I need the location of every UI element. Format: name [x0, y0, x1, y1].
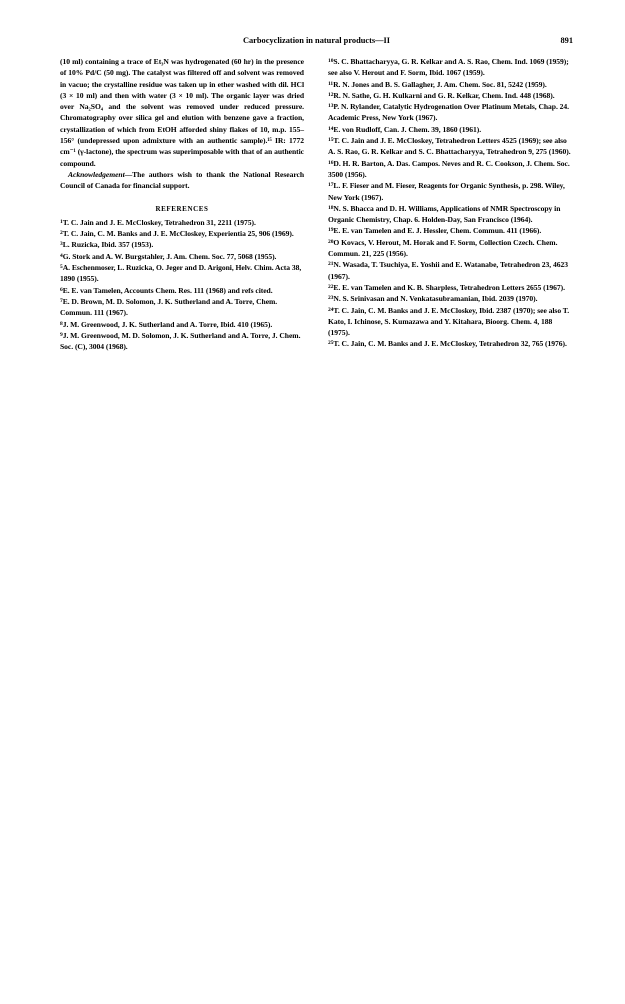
reference-number: 6 — [60, 286, 63, 293]
reference-number: 10 — [328, 58, 334, 64]
reference-text: N. Wasada, T. Tsuchiya, E. Yoshii and E. Watanabe, Tetrahedron 23, 4623 (1967). — [328, 260, 568, 281]
reference-item — [60, 217, 304, 228]
reference-item — [328, 180, 572, 203]
left-column — [60, 56, 304, 352]
acknowledgement-label: Acknowledgement — [68, 169, 125, 179]
running-head-title: Carbocyclization in natural products—II — [242, 36, 391, 45]
references-heading: REFERENCES — [155, 204, 209, 213]
reference-number: 3 — [60, 241, 63, 248]
reference-text: J. M. Greenwood, M. D. Solomon, J. K. Sutherland and A. Torre, J. Chem. Soc. (C), 3004 (1968). — [60, 330, 301, 352]
reference-number: 21 — [328, 261, 334, 268]
reference-item — [328, 305, 572, 339]
reference-number: 9 — [60, 331, 63, 338]
reference-number: 18 — [328, 204, 334, 211]
reference-number: 1 — [60, 218, 63, 225]
reference-text: G. Stork and A. W. Burgstahler, J. Am. Chem. Soc. 77, 5068 (1955). — [62, 251, 277, 261]
reference-item — [328, 293, 572, 304]
reference-item — [328, 259, 572, 282]
reference-number: 15 — [328, 137, 334, 144]
reference-item — [60, 228, 304, 239]
reference-number: 25 — [328, 340, 334, 347]
references-list-right — [328, 56, 572, 350]
reference-text: E. E. van Tamelen, Accounts Chem. Res. 111 (1968) and refs cited. — [62, 285, 273, 295]
reference-number: 8 — [60, 320, 63, 327]
reference-number: 14 — [328, 125, 334, 132]
reference-text: R. N. Jones and B. S. Gallagher, J. Am. Chem. Soc. 81, 5242 (1959). — [333, 79, 547, 89]
reference-item — [328, 237, 572, 260]
reference-text: E. E. van Tamelen and E. J. Hessler, Chem. Commun. 411 (1966). — [333, 226, 542, 236]
reference-text: L. F. Fieser and M. Fieser, Reagents for Organic Synthesis, p. 298. Wiley, New York (1967). — [328, 181, 565, 202]
reference-number: 19 — [328, 227, 334, 234]
reference-item — [60, 330, 304, 353]
reference-item — [60, 319, 304, 330]
reference-text: N. S. Srinivasan and N. Venkatasubramanian, Ibid. 2039 (1970). — [333, 294, 538, 304]
right-column — [328, 56, 572, 350]
reference-text: T. C. Jain and J. E. McCloskey, Tetrahedron Letters 4525 (1969); see also A. S. Rao, G. R. Kelkar and S. C. Bhattacharyya, Tetrahedron 9, 275 (1960). — [328, 136, 571, 157]
reference-text: P. N. Rylander, Catalytic Hydrogenation Over Platinum Metals, Chap. 24. Academic Press, New York (1967). — [328, 102, 570, 123]
reference-number: 11 — [328, 80, 334, 87]
reference-item — [328, 338, 572, 349]
reference-number: 13 — [328, 103, 334, 110]
reference-text: A. Eschenmoser, L. Ruzicka, O. Jeger and D. Arigoni, Helv. Chim. Acta 38, 1890 (1955). — [60, 263, 302, 284]
reference-text: T. C. Jain, C. M. Banks and J. E. McCloskey, Experientia 25, 906 (1969). — [62, 229, 294, 239]
reference-item — [328, 101, 572, 124]
reference-text: R. N. Sathe, G. H. Kulkarni and G. R. Kelkar, Chem. Ind. 448 (1968). — [333, 90, 555, 100]
running-head — [60, 36, 573, 50]
reference-item — [328, 124, 572, 135]
reference-item — [328, 79, 572, 90]
reference-item — [328, 282, 572, 293]
reference-text: E. E. van Tamelen and K. B. Sharpless, Tetrahedron Letters 2655 (1967). — [333, 282, 565, 292]
reference-item — [328, 90, 572, 101]
reference-item — [328, 203, 572, 226]
reference-text: T. C. Jain, C. M. Banks and J. E. McCloskey, Tetrahedron 32, 765 (1976). — [333, 339, 567, 349]
reference-item — [328, 225, 572, 236]
page-number: 891 — [560, 36, 573, 45]
reference-text: N. S. Bhacca and D. H. Williams, Applications of NMR Spectroscopy in Organic Chemistry, Chap. 6. Holden-Day, San Francisco (1964). — [328, 203, 561, 225]
reference-item — [328, 158, 572, 181]
reference-item — [328, 135, 572, 158]
reference-number: 23 — [328, 295, 334, 302]
reference-number: 5 — [60, 264, 63, 271]
experimental-paragraph: (10 ml) containing a trace of Et₃N was hydrogenated (60 hr) in the presence of 10% Pd/C (50 mg). The catalyst was filtered off and solvent was removed in vacuo; the crystalline residue was taken up in ether washed with dil. HCl (3 × 10 ml) and then with water (3 × 10 ml). The organic layer was dried over Na₂SO₄ and the solvent was removed under reduced pressure. Chromatography over silica gel and elution with benzene gave a fraction, crystallization of which from EtOH afforded shiny flakes of 10, m.p. 155–156° (undepressed upon admixture with an authentic sample).¹⁵ IR: 1772 cm⁻¹ (γ-lactone), the spectrum was superimposable with that of an authentic compound. — [60, 57, 304, 168]
reference-text: S. C. Bhattacharyya, G. R. Kelkar and A. S. Rao, Chem. Ind. 1069 (1959); see also V. Herout and F. Sorm, Ibid. 1067 (1959). — [328, 57, 569, 78]
reference-text: O Kovacs, V. Herout, M. Horak and F. Sorm, Collection Czech. Chem. Commun. 21, 225 (1956). — [328, 237, 558, 259]
reference-text: T. C. Jain, C. M. Banks and J. E. McCloskey, Ibid. 2387 (1970); see also T. Kato, I. Ichinose, S. Kumazawa and Y. Kitahara, Bioorg. Chem. 4, 188 (1975). — [328, 305, 570, 338]
reference-item — [60, 285, 304, 296]
reference-number: 17 — [328, 182, 334, 189]
reference-text: D. H. R. Barton, A. Das. Campos. Neves and R. C. Cookson, J. Chem. Soc. 3500 (1956). — [328, 158, 570, 179]
reference-number: 24 — [328, 306, 334, 313]
reference-text: L. Ruzicka, Ibid. 357 (1953). — [62, 240, 154, 250]
reference-number: 4 — [60, 252, 63, 259]
reference-item — [60, 262, 304, 285]
reference-number: 22 — [328, 283, 334, 290]
reference-item — [60, 296, 304, 319]
reference-item — [328, 56, 572, 79]
reference-number: 7 — [60, 297, 63, 304]
reference-number: 20 — [328, 238, 334, 245]
reference-text: T. C. Jain and J. E. McCloskey, Tetrahedron 31, 2211 (1975). — [62, 217, 256, 227]
reference-number: 12 — [328, 91, 334, 98]
reference-text: E. von Rudloff, Can. J. Chem. 39, 1860 (1961). — [333, 124, 482, 134]
reference-item — [60, 251, 304, 262]
reference-number: 2 — [60, 230, 63, 237]
reference-number: 16 — [328, 159, 334, 166]
reference-item — [60, 239, 304, 250]
acknowledgement-text: —The authors wish to thank the National Research Council of Canada for financial support. — [60, 169, 304, 191]
reference-text: J. M. Greenwood, J. K. Sutherland and A. Torre, Ibid. 410 (1965). — [62, 319, 273, 329]
reference-text: E. D. Brown, M. D. Solomon, J. K. Sutherland and A. Torre, Chem. Commun. 111 (1967). — [60, 296, 278, 318]
references-list-left — [60, 217, 304, 353]
acknowledgement-paragraph — [60, 169, 304, 192]
